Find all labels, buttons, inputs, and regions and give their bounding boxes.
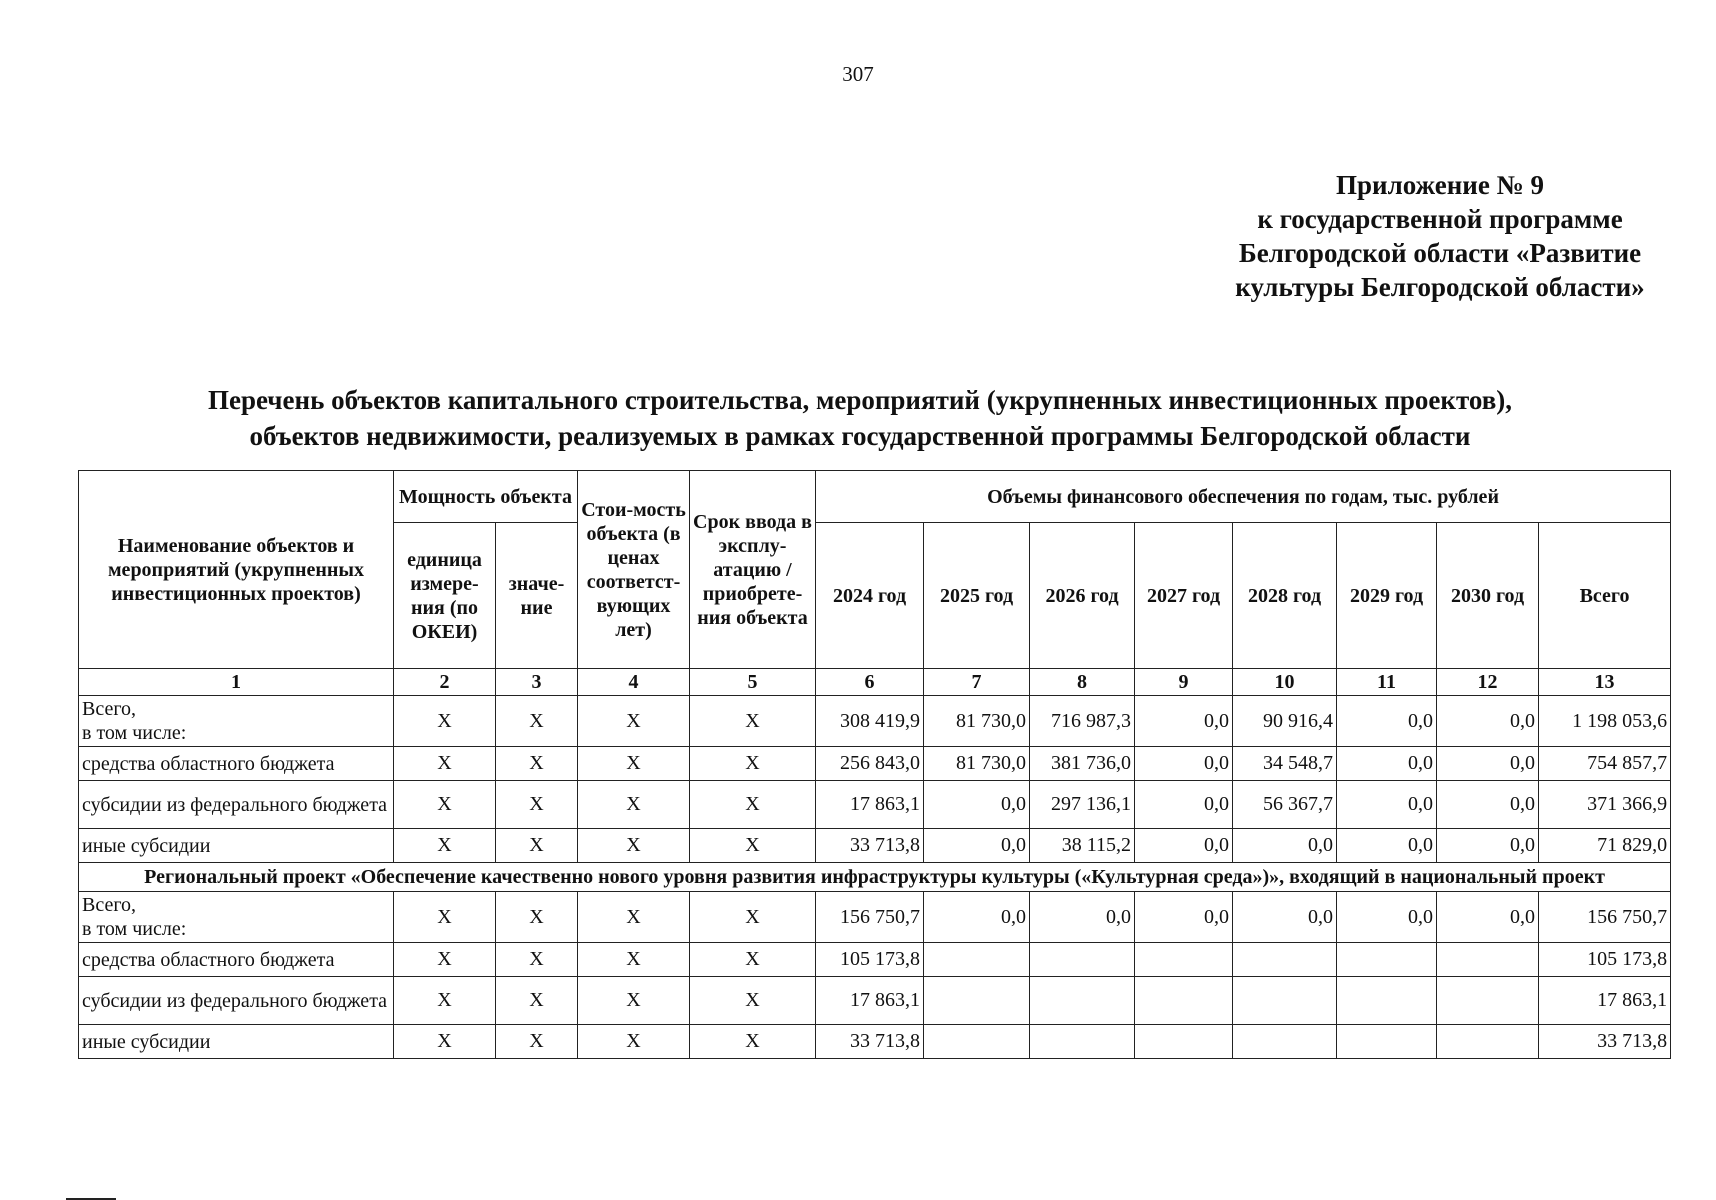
table-row <box>79 892 1671 943</box>
year-cell: 256 843,0 <box>816 747 924 781</box>
table-row <box>79 696 1671 747</box>
unit-cell: Х <box>394 829 496 863</box>
year-cell: 0,0 <box>1337 747 1437 781</box>
unit-cell: Х <box>394 696 496 747</box>
year-cell <box>924 977 1030 1025</box>
cost-cell: Х <box>578 696 690 747</box>
term-cell: Х <box>690 943 816 977</box>
unit-cell: Х <box>394 1025 496 1059</box>
appendix-line: Белгородской области «Развитие <box>1238 238 1642 268</box>
year-cell: 0,0 <box>1337 829 1437 863</box>
year-cell: 156 750,7 <box>816 892 924 943</box>
cost-cell: Х <box>578 977 690 1025</box>
column-number-row <box>79 669 1671 696</box>
year-cell: 0,0 <box>1437 781 1539 829</box>
year-cell <box>1030 1025 1135 1059</box>
year-cell: 0,0 <box>1437 696 1539 747</box>
year-cell <box>1135 943 1233 977</box>
row-name: иные субсидии <box>79 829 394 863</box>
year-cell: 81 730,0 <box>924 696 1030 747</box>
block1-rows <box>79 696 1671 863</box>
unit-cell: Х <box>394 781 496 829</box>
year-cell <box>1233 1025 1337 1059</box>
year-cell <box>1233 977 1337 1025</box>
term-cell: Х <box>690 1025 816 1059</box>
total-cell: 105 173,8 <box>1539 943 1671 977</box>
term-cell: Х <box>690 892 816 943</box>
year-cell: 0,0 <box>924 892 1030 943</box>
term-cell: Х <box>690 977 816 1025</box>
unit-cell: Х <box>394 747 496 781</box>
total-cell: 754 857,7 <box>1539 747 1671 781</box>
year-cell <box>1437 1025 1539 1059</box>
value-cell: Х <box>496 892 578 943</box>
total-cell: 71 829,0 <box>1539 829 1671 863</box>
unit-cell: Х <box>394 943 496 977</box>
year-cell: 90 916,4 <box>1233 696 1337 747</box>
header-year: 2030 год <box>1437 523 1539 669</box>
document-title <box>60 382 1660 454</box>
column-number: 2 <box>394 669 496 696</box>
year-cell: 34 548,7 <box>1233 747 1337 781</box>
year-cell: 308 419,9 <box>816 696 924 747</box>
year-cell: 0,0 <box>1233 892 1337 943</box>
total-cell: 33 713,8 <box>1539 1025 1671 1059</box>
header-term: Срок ввода в эксплу-атацию / приобрете-ния объекта <box>690 471 816 669</box>
table-row <box>79 977 1671 1025</box>
unit-cell: Х <box>394 977 496 1025</box>
total-cell: 1 198 053,6 <box>1539 696 1671 747</box>
value-cell: Х <box>496 829 578 863</box>
year-cell <box>1437 943 1539 977</box>
year-cell: 17 863,1 <box>816 781 924 829</box>
year-cell: 0,0 <box>1233 829 1337 863</box>
column-number: 5 <box>690 669 816 696</box>
title-line: объектов недвижимости, реализуемых в рамках государственной программы Белгородской области <box>249 421 1471 451</box>
column-number: 10 <box>1233 669 1337 696</box>
cost-cell: Х <box>578 781 690 829</box>
cost-cell: Х <box>578 892 690 943</box>
header-finance: Объемы финансового обеспечения по годам, тыс. рублей <box>816 471 1671 523</box>
year-cell: 38 115,2 <box>1030 829 1135 863</box>
table-row <box>79 1025 1671 1059</box>
total-cell: 17 863,1 <box>1539 977 1671 1025</box>
value-cell: Х <box>496 696 578 747</box>
year-cell: 0,0 <box>1135 781 1233 829</box>
header-year: 2024 год <box>816 523 924 669</box>
column-number: 7 <box>924 669 1030 696</box>
unit-cell: Х <box>394 892 496 943</box>
column-number: 4 <box>578 669 690 696</box>
page-number: 307 <box>842 62 874 86</box>
value-cell: Х <box>496 977 578 1025</box>
year-cell: 0,0 <box>1437 829 1539 863</box>
row-name: средства областного бюджета <box>79 747 394 781</box>
header-capacity: Мощность объекта <box>394 471 578 523</box>
column-number: 8 <box>1030 669 1135 696</box>
row-name: Всего, в том числе: <box>79 696 394 747</box>
title-line: Перечень объектов капитального строительства, мероприятий (укрупненных инвестиционных проектов), <box>207 385 1513 415</box>
year-cell <box>1337 977 1437 1025</box>
year-cell <box>924 943 1030 977</box>
block2-rows <box>79 892 1671 1059</box>
row-name: средства областного бюджета <box>79 943 394 977</box>
appendix-line: к государственной программе <box>1257 204 1623 234</box>
header-year: 2027 год <box>1135 523 1233 669</box>
year-cell <box>1135 1025 1233 1059</box>
header-year: 2028 год <box>1233 523 1337 669</box>
column-number: 12 <box>1437 669 1539 696</box>
cost-cell: Х <box>578 1025 690 1059</box>
column-number: 3 <box>496 669 578 696</box>
year-cell <box>1337 943 1437 977</box>
year-cell: 0,0 <box>1437 747 1539 781</box>
year-cell: 0,0 <box>924 829 1030 863</box>
year-cell: 381 736,0 <box>1030 747 1135 781</box>
column-number: 1 <box>79 669 394 696</box>
column-number: 9 <box>1135 669 1233 696</box>
value-cell: Х <box>496 1025 578 1059</box>
column-number: 6 <box>816 669 924 696</box>
table-row <box>79 829 1671 863</box>
value-cell: Х <box>496 747 578 781</box>
term-cell: Х <box>690 781 816 829</box>
year-cell: 0,0 <box>1337 696 1437 747</box>
year-cell: 105 173,8 <box>816 943 924 977</box>
year-cell <box>1030 977 1135 1025</box>
term-cell: Х <box>690 696 816 747</box>
year-cell <box>1030 943 1135 977</box>
year-cell: 0,0 <box>1135 892 1233 943</box>
column-number: 13 <box>1539 669 1671 696</box>
row-name: иные субсидии <box>79 1025 394 1059</box>
year-cell <box>1437 977 1539 1025</box>
value-cell: Х <box>496 943 578 977</box>
year-cell: 33 713,8 <box>816 829 924 863</box>
header-year: 2029 год <box>1337 523 1437 669</box>
year-cell: 0,0 <box>1135 696 1233 747</box>
year-cell: 33 713,8 <box>816 1025 924 1059</box>
header-cost: Стои-мость объекта (в ценах соответст-вующих лет) <box>578 471 690 669</box>
year-cell: 81 730,0 <box>924 747 1030 781</box>
year-cell: 716 987,3 <box>1030 696 1135 747</box>
appendix-header <box>1180 168 1700 304</box>
investment-table <box>78 470 1671 1059</box>
table-row <box>79 747 1671 781</box>
table-row <box>79 781 1671 829</box>
year-cell: 0,0 <box>1337 892 1437 943</box>
year-cell: 0,0 <box>1337 781 1437 829</box>
header-year: 2025 год <box>924 523 1030 669</box>
value-cell: Х <box>496 781 578 829</box>
year-cell: 56 367,7 <box>1233 781 1337 829</box>
appendix-line: Приложение № 9 <box>1336 170 1544 200</box>
header-name: Наименование объектов и мероприятий (укрупненных инвестиционных проектов) <box>79 471 394 669</box>
row-name: субсидии из федерального бюджета <box>79 977 394 1025</box>
row-name: Всего, в том числе: <box>79 892 394 943</box>
year-cell: 0,0 <box>924 781 1030 829</box>
year-cell: 297 136,1 <box>1030 781 1135 829</box>
section-title: Региональный проект «Обеспечение качественно нового уровня развития инфраструктуры культуры («Культурная среда»)», входящий в национальный проект <box>79 863 1671 892</box>
cost-cell: Х <box>578 943 690 977</box>
year-cell: 0,0 <box>1437 892 1539 943</box>
cost-cell: Х <box>578 829 690 863</box>
year-cell: 17 863,1 <box>816 977 924 1025</box>
term-cell: Х <box>690 747 816 781</box>
total-cell: 371 366,9 <box>1539 781 1671 829</box>
row-name: субсидии из федерального бюджета <box>79 781 394 829</box>
header-year: 2026 год <box>1030 523 1135 669</box>
year-cell <box>1233 943 1337 977</box>
year-cell <box>1337 1025 1437 1059</box>
year-cell: 0,0 <box>1135 829 1233 863</box>
appendix-line: культуры Белгородской области» <box>1235 272 1645 302</box>
year-cell <box>1135 977 1233 1025</box>
section-row <box>79 863 1671 892</box>
header-value: значе-ние <box>496 523 578 669</box>
header-unit: единица измере-ния (по ОКЕИ) <box>394 523 496 669</box>
column-number: 11 <box>1337 669 1437 696</box>
header-total: Всего <box>1539 523 1671 669</box>
cost-cell: Х <box>578 747 690 781</box>
year-cell: 0,0 <box>1030 892 1135 943</box>
year-cell: 0,0 <box>1135 747 1233 781</box>
year-cell <box>924 1025 1030 1059</box>
term-cell: Х <box>690 829 816 863</box>
table-row <box>79 943 1671 977</box>
total-cell: 156 750,7 <box>1539 892 1671 943</box>
